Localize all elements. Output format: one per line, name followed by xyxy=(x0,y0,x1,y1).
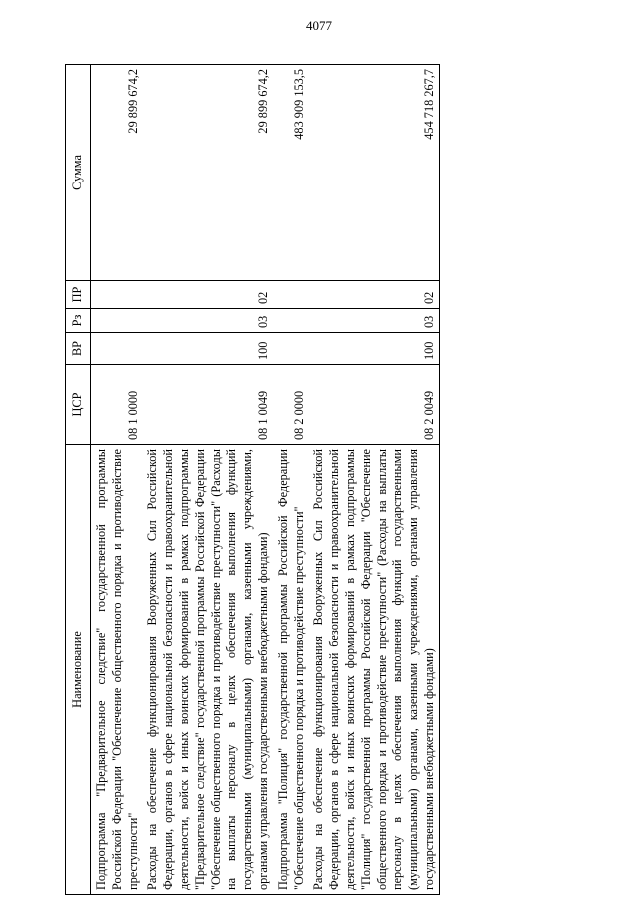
row-csr: 08 2 0049 xyxy=(308,365,439,445)
table-row xyxy=(273,65,309,895)
rotated-page-body xyxy=(65,65,575,895)
row-csr: 08 2 0000 xyxy=(273,365,309,445)
row-rz: 03 xyxy=(308,309,439,333)
row-vr xyxy=(273,333,309,365)
header-vr: ВР xyxy=(66,333,91,365)
row-name: Расходы на обеспечение функционирования Вооруженных Сил Российской Федерации, органов в сфере национальной безопасности и правоохранительной деятельности, войск и иных воинских формирований в рамках подпрограммы "Полиция" государственной программы Российской Федерации "Обеспечение общественного порядка и противодействие преступности" (Расходы на выплаты персоналу в целях обеспечения выполнения функций государственными (муниципальными) органами, казенными учреждениями, органами управления государственными внебюджетными фондами) xyxy=(308,445,439,895)
table-header-row xyxy=(66,65,91,895)
row-name: Расходы на обеспечение функционирования Вооруженных Сил Российской Федерации, органов в сфере национальной безопасности и правоохранительной деятельности, войск и иных воинских формирований в рамках подпрограммы "Предварительное следствие" государственной программы Российской Федерации "Обеспечение общественного порядка и противодействие преступности" (Расходы на выплаты персоналу в целях обеспечения выполнения функций государственными (муниципальными) органами, казенными учреждениями, органами управления государственными внебюджетными фондами) xyxy=(142,445,272,895)
header-pr: ПР xyxy=(66,281,91,309)
row-name: Подпрограмма "Предварительное следствие" государственной программы Российской Федерации "Обеспечение общественного порядка и противодействие преступности" xyxy=(91,445,143,895)
page-number: 4077 xyxy=(306,18,332,33)
budget-table xyxy=(65,64,440,895)
row-rz xyxy=(273,309,309,333)
row-rz: 03 xyxy=(142,309,272,333)
row-vr xyxy=(91,333,143,365)
row-vr: 100 xyxy=(308,333,439,365)
row-pr: 02 xyxy=(308,281,439,309)
row-pr xyxy=(273,281,309,309)
row-csr: 08 1 0000 xyxy=(91,365,143,445)
row-sum: 29 899 674,2 xyxy=(91,65,143,281)
header-name: Наименование xyxy=(66,445,91,895)
row-csr: 08 1 0049 xyxy=(142,365,272,445)
row-pr xyxy=(91,281,143,309)
row-name: Подпрограмма "Полиция" государственной программы Российской Федерации "Обеспечение общественного порядка и противодействие преступности" xyxy=(273,445,309,895)
header-rz: Рз xyxy=(66,309,91,333)
header-sum: Сумма xyxy=(66,65,91,281)
header-csr: ЦСР xyxy=(66,365,91,445)
row-sum: 29 899 674,2 xyxy=(142,65,272,281)
row-pr: 02 xyxy=(142,281,272,309)
table-row xyxy=(142,65,272,895)
table-row xyxy=(308,65,439,895)
row-vr: 100 xyxy=(142,333,272,365)
row-rz xyxy=(91,309,143,333)
row-sum: 483 909 153,5 xyxy=(273,65,309,281)
table-row xyxy=(91,65,143,895)
row-sum: 454 718 267,7 xyxy=(308,65,439,281)
